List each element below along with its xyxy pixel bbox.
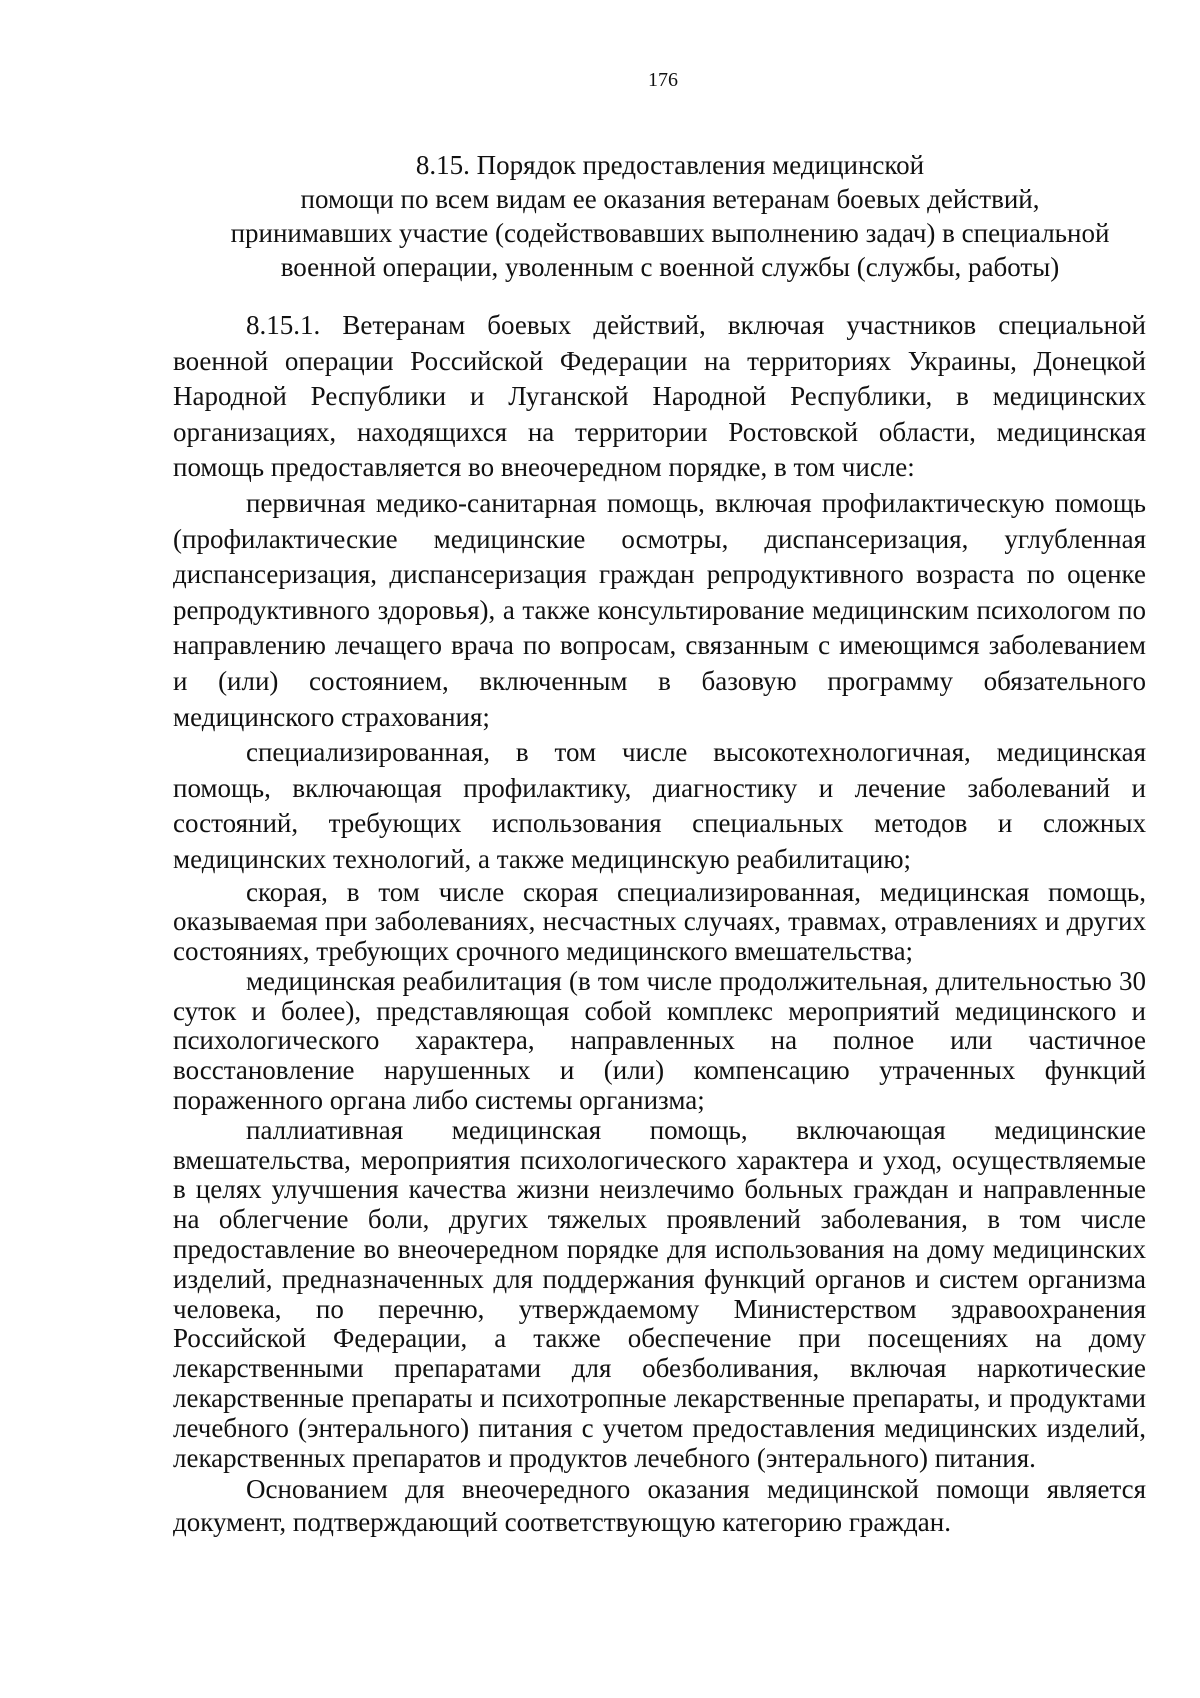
page-number: 176	[648, 69, 678, 91]
paragraph-primary-care: первичная медико-санитарная помощь, включая профилактическую помощь (профилактические медицинские осмотры, диспансеризация, углубленная диспансеризация, диспансеризация граждан репродуктивного возраста по оценке репродуктивного здоровья), а также консультирование медицинским психологом по направлению лечащего врача по вопросам, связанным с имеющимся заболеванием и (или) состоянием, включенным в базовую программу обязательного медицинского страхования;	[173, 487, 1146, 732]
paragraph-basis: Основанием для внеочередного оказания медицинской помощи является документ, подтверждающий соответствующую категорию граждан.	[173, 1474, 1146, 1538]
heading-line-1: 8.15. Порядок предоставления медицинской	[415, 150, 925, 180]
paragraph-palliative-care: паллиативная медицинская помощь, включающая медицинские вмешательства, мероприятия психологического характера и уход, осуществляемые в целях улучшения качества жизни неизлечимо больных граждан и направленные на облегчение боли, других тяжелых проявлений заболевания, в том числе предоставление во внеочередном порядке для использования на дому медицинских изделий, предназначенных для поддержания функций органов и систем организма человека, по перечню, утверждаемому Министерством здравоохранения Российской Федерации, а также обеспечение при посещениях на дому лекарственными препаратами для обезболивания, включая наркотические лекарственные препараты и психотропные лекарственные препараты, и продуктами лечебного (энтерального) питания с учетом предоставления медицинских изделий, лекарственных препаратов и продуктов лечебного (энтерального) питания.	[173, 1114, 1146, 1473]
body-text	[173, 308, 1146, 1539]
paragraph-rehabilitation: медицинская реабилитация (в том числе продолжительная, длительностью 30 суток и более), представляющая собой комплекс мероприятий медицинского и психологического характера, направленных на полное или частичное восстановление нарушенных и (или) компенсацию утраченных функций пораженного органа либо системы организма;	[173, 965, 1146, 1116]
heading-line-2: помощи по всем видам ее оказания ветеранам боевых действий,	[300, 184, 1040, 214]
heading-line-4: военной операции, уволенным с военной службы (службы, работы)	[280, 252, 1060, 282]
section-heading	[170, 148, 1170, 284]
paragraph-specialized-care: специализированная, в том числе высокотехнологичная, медицинская помощь, включающая профилактику, диагностику и лечение заболеваний и состояний, требующих использования специальных методов и сложных медицинских технологий, а также медицинскую реабилитацию;	[173, 737, 1146, 874]
heading-line-3: принимавших участие (содействовавших выполнению задач) в специальной	[230, 218, 1110, 248]
paragraph-emergency-care: скорая, в том числе скорая специализированная, медицинская помощь, оказываемая при заболеваниях, несчастных случаях, травмах, отравлениях и других состояниях, требующих срочного медицинского вмешательства;	[173, 876, 1146, 967]
paragraph-8-15-1: 8.15.1. Ветеранам боевых действий, включая участников специальной военной операции Российской Федерации на территориях Украины, Донецкой Народной Республики и Луганской Народной Республики, в медицинских организациях, находящихся на территории Ростовской области, медицинская помощь предоставляется во внеочередном порядке, в том числе:	[173, 310, 1146, 483]
